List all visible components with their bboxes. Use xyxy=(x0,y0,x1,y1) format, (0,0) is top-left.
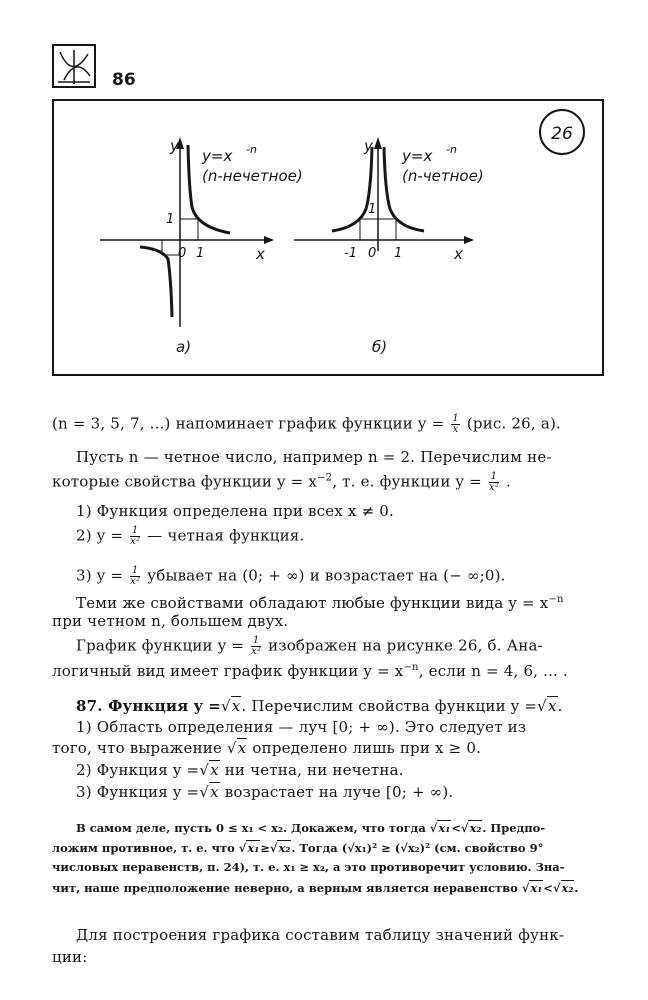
right-formula: y=x xyxy=(402,147,433,165)
left-x-arrow xyxy=(264,236,274,244)
text-line-1: (n = 3, 5, 7, ...) напоминает график функции y = $\frac{1}{x}$ (рис. 26, а). xyxy=(52,413,562,435)
figure-number: 26 xyxy=(551,124,573,144)
right-curve-negative xyxy=(332,147,372,231)
right-x-arrow xyxy=(464,236,474,244)
right-graph xyxy=(294,137,484,356)
right-tick-1y: 1 xyxy=(368,202,377,217)
proof-line-3: числовых неравенств, п. 24), т. е. x₁ ≥ x₂, а это противоречит условию. Зна- xyxy=(52,860,565,874)
text-line-2: Пусть n — четное число, например n = 2. Перечислим не- xyxy=(76,448,552,466)
left-formula-exp: -n xyxy=(246,143,257,156)
text-line-9: График функции y = $\frac{1}{\text{x²}}$ изображен на рисунке 26, б. Ана- xyxy=(76,635,543,657)
text-line-6: 3) y = $\frac{1}{\text{x²}}$ убывает на (0; + ∞) и возрастает на (− ∞;0). xyxy=(76,565,506,587)
right-tick-0: 0 xyxy=(368,246,377,261)
left-graph xyxy=(100,137,303,356)
left-tick-0: 0 xyxy=(178,246,187,261)
figure-26 xyxy=(52,99,604,376)
text-line-5: 2) y = $\frac{1}{\text{x²}}$ — четная функция. xyxy=(76,525,305,547)
left-tick-1y: 1 xyxy=(166,212,175,227)
left-curve-negative xyxy=(140,247,172,317)
proof-line-4: чит, наше предположение неверно, а верным является неравенство √x₁<√x₂. xyxy=(52,881,579,895)
left-caption: (n-нечетное) xyxy=(202,167,303,185)
text-line-14: 2) Функция y =√x ни четна, ни нечетна. xyxy=(76,761,404,779)
left-axis-x-label: x xyxy=(256,245,265,263)
text-line-7: Теми же свойствами обладают любые функции вида $y = x^{-n}$ xyxy=(76,594,564,612)
right-y-arrow xyxy=(374,137,382,149)
text-line-15: 3) Функция y =√x возрастает на луче [0; + ∞). xyxy=(76,783,454,801)
proof-line-2: ложим противное, т. е. что √x₁≥√x₂. Тогда (√x₁)² ≥ (√x₂)² (см. свойство 9° xyxy=(52,841,544,855)
right-label: б) xyxy=(372,338,388,356)
right-tick-minus1: -1 xyxy=(344,246,357,261)
right-axis-y-label: y xyxy=(364,137,373,155)
proof-line-1: В самом деле, пусть 0 ≤ x₁ < x₂. Докажем, что тогда √x₁<√x₂. Предпо- xyxy=(76,821,546,835)
text-line-16: Для построения графика составим таблицу значений функ- xyxy=(76,926,565,944)
left-tick-1x: 1 xyxy=(196,246,205,261)
page-number: 86 xyxy=(112,70,136,90)
left-label: а) xyxy=(176,338,192,356)
right-formula-exp: -n xyxy=(446,143,457,156)
text-line-3: которые свойства функции $y = x^{-2}$, т. е. функции y = $\frac{1}{\text{x²}}$ . xyxy=(52,471,511,493)
fraction-one-over-x: $\frac{1}{x}$ xyxy=(452,413,459,435)
fraction-one-over-x2: $\frac{1}{\text{x²}}$ xyxy=(488,471,499,493)
text-line-13: того, что выражение √x определено лишь при x ≥ 0. xyxy=(52,739,482,757)
left-axis-y-label: y xyxy=(170,137,179,155)
graph-logo-icon xyxy=(52,44,96,88)
text-line-17: ции: xyxy=(52,948,88,966)
text-line-4: 1) Функция определена при всех x ≠ 0. xyxy=(76,502,395,520)
right-caption: (n-четное) xyxy=(402,167,484,185)
text-line-8: при четном n, большем двух. xyxy=(52,612,289,630)
right-tick-1x: 1 xyxy=(394,246,403,261)
text-line-10: логичный вид имеет график функции $y = x^{-n}$, если n = 4, 6, ... . xyxy=(52,662,568,680)
section-87-heading: 87. Функция y =√x. Перечислим свойства функции y =√x. xyxy=(76,697,563,715)
right-axis-x-label: x xyxy=(454,245,463,263)
text-line-12: 1) Область определения — луч [0; + ∞). Это следует из xyxy=(76,718,527,736)
left-formula: y=x xyxy=(202,147,233,165)
